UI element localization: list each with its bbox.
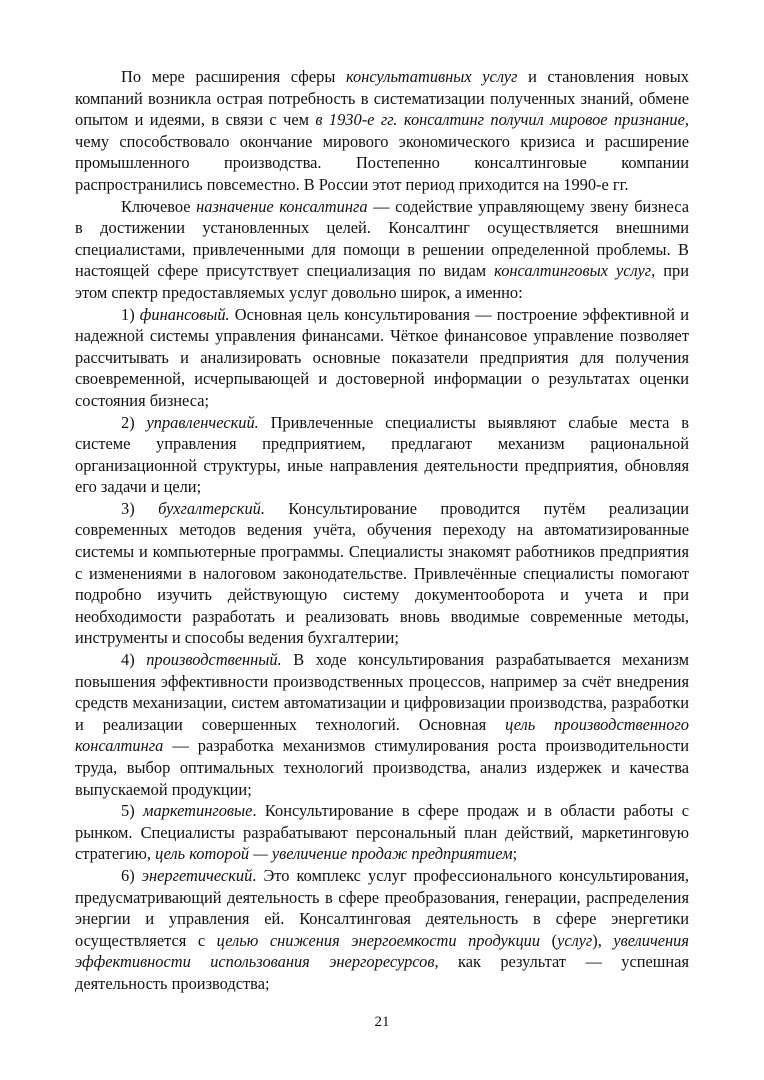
page-number: 21 [374,1014,390,1030]
list-item-management: 2) управленческий. Привлеченные специалисты выявляют слабые места в системе управления предприятием, предлагают механизм рациональной организационной структуры, иные направления деятельности предприятия, обновляя его задачи и цели; [75,412,689,497]
list-item-energy: 6) энергетический. Это комплекс услуг профессионального консультирования, предусматривающий деятельность в сфере преобразования, генерации, распределения энергии и управления ей. Консалтинговая деятельность в сфере энергетики осуществляется с целью снижения энергоемкости продукции (услуг), увеличения эффективности использования энергоресурсов, как результат — успешная деятельность производства; [75,865,689,993]
list-item-production: 4) производственный. В ходе консультирования разрабатывается механизм повышения эффективности производственных процессов, например за счёт внедрения средств механизации, систем автоматизации и цифровизации производства, разработки и реализации совершенных технологий. Основная цель производственного консалтинга — разработка механизмов стимулирования роста производительности труда, выбор оптимальных технологий производства, анализ издержек и качества выпускаемой продукции; [75,650,689,799]
list-item-accounting: 3) бухгалтерский. Консультирование проводится путём реализации современных методов ведения учёта, обучения переходу на автоматизированные системы и компьютерные программы. Специалисты знакомят работников предприятия с изменениями в налоговом законодательстве. Привлечённые специалисты помогают подробно изучить действующую систему документооборота и учета и при необходимости разработать и реализовать вновь вводимые современные методы, инструменты и способы ведения бухгалтерии; [75,498,689,648]
paragraph-history: По мере расширения сферы консультативных услуг и становления новых компаний возникла острая потребность в систематизации полученных знаний, обмене опытом и идеями, в связи с чем в 1930-е гг. консалтинг получил мировое признание, чему способствовало окончание мирового экономического кризиса и расширение промышленного производства. Постепенно консалтинговые компании распространились повсеместно. В России этот период приходится на 1990-е гг. [75,67,689,194]
page-body [75,66,689,995]
paragraph-purpose: Ключевое назначение консалтинга — содействие управляющему звену бизнеса в достижении установленных целей. Консалтинг осуществляется внешними специалистами, привлеченными для помощи в решении определенной проблемы. В настоящей сфере присутствует специализация по видам консалтинговых услуг, при этом спектр предоставляемых услуг довольно широк, а именно: [75,196,689,302]
list-item-marketing: 5) маркетинговые. Консультирование в сфере продаж и в области работы с рынком. Специалисты разрабатывают персональный план действий, маркетинговую стратегию, цель которой — увеличение продаж предприятием; [75,801,689,864]
list-item-financial: 1) финансовый. Основная цель консультирования — построение эффективной и надежной системы управления финансами. Чёткое финансовое управление позволяет рассчитывать и анализировать основные показатели предприятия для получения своевременной, исчерпывающей и достоверной информации о результатах оценки состояния бизнеса; [75,304,689,410]
